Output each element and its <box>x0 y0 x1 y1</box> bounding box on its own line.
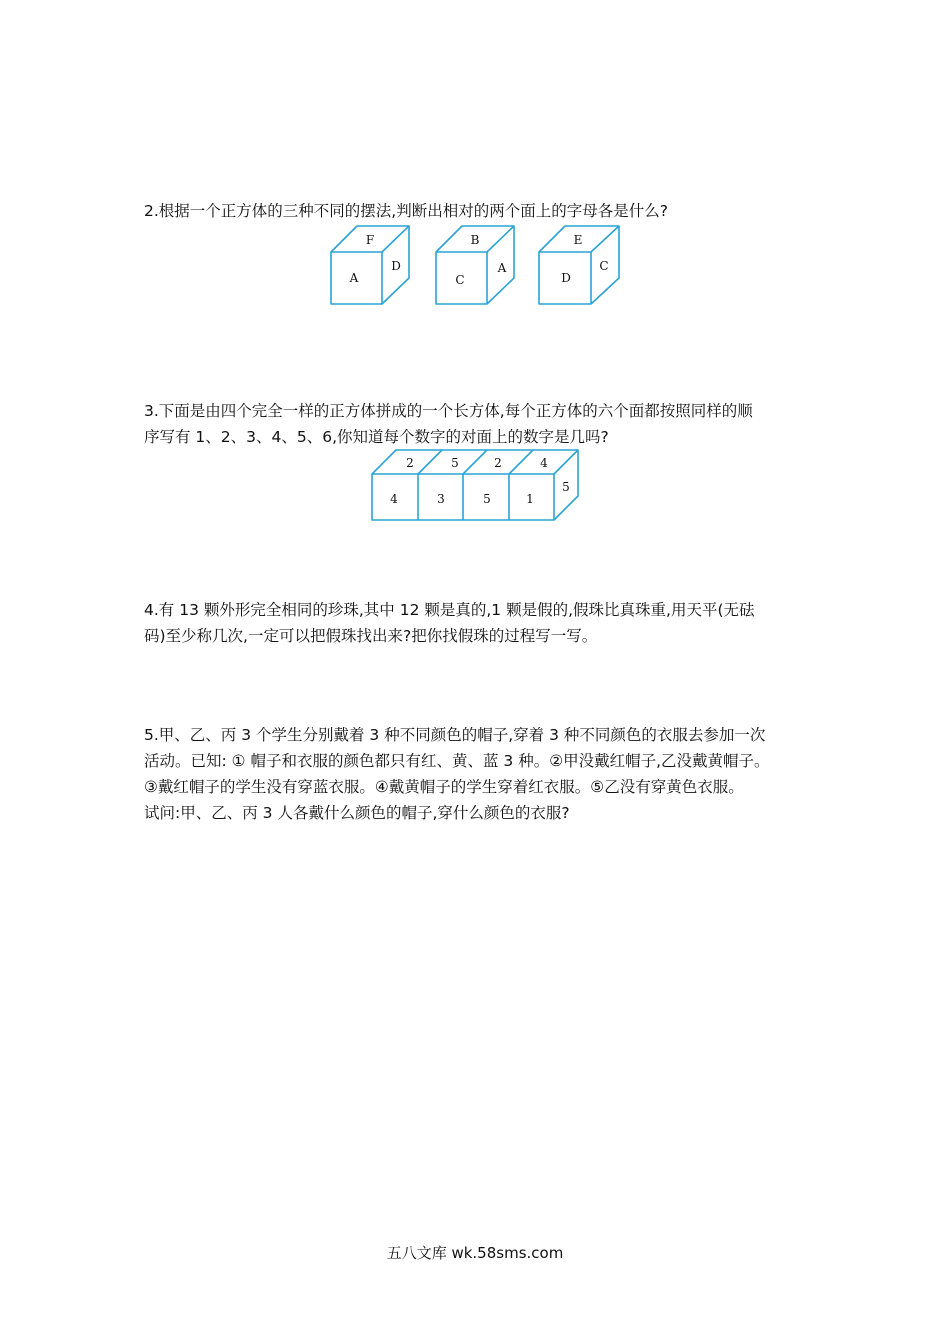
front-label-4: 1 <box>526 492 534 506</box>
front-label-2: 3 <box>437 492 445 506</box>
cube-3-side-label: C <box>599 259 609 273</box>
question-3 <box>144 398 814 450</box>
top-label-1: 2 <box>406 456 414 470</box>
question-2-text: 2.根据一个正方体的三种不同的摆法,判断出相对的两个面上的字母各是什么? <box>144 202 668 220</box>
cube-1-front-label: A <box>349 271 359 285</box>
front-label-3: 5 <box>483 492 491 506</box>
question-3-cuboid-figure <box>366 444 586 530</box>
question-5-text-line-3: ③戴红帽子的学生没有穿蓝衣服。④戴黄帽子的学生穿着红衣服。⑤乙没有穿黄色衣服。 <box>144 778 744 796</box>
top-label-3: 2 <box>494 456 502 470</box>
top-label-2: 5 <box>451 456 459 470</box>
cube-3-top-label: E <box>573 233 583 247</box>
cube-3-front-label: D <box>561 271 571 285</box>
question-3-text-line-1: 3.下面是由四个完全一样的正方体拼成的一个长方体,每个正方体的六个面都按照同样的顺 <box>144 402 753 420</box>
footer-watermark: 五八文库 wk.58sms.com <box>386 1244 564 1262</box>
question-5-text-line-2: 活动。已知: ① 帽子和衣服的颜色都只有红、黄、蓝 3 种。②甲没戴红帽子,乙没戴黄帽子。 <box>144 752 770 770</box>
question-4 <box>144 597 814 649</box>
question-2-cube-figure <box>320 220 630 316</box>
question-4-text-line-1: 4.有 13 颗外形完全相同的珍珠,其中 12 颗是真的,1 颗是假的,假珠比真珠重,用天平(无砝 <box>144 601 755 619</box>
question-5-text-line-4: 试问:甲、乙、丙 3 人各戴什么颜色的帽子,穿什么颜色的衣服? <box>144 804 570 822</box>
front-label-1: 4 <box>390 492 398 506</box>
cube-2-side-label: A <box>497 261 507 275</box>
cube-1-side-label: D <box>391 259 401 273</box>
question-4-text-line-2: 码)至少称几次,一定可以把假珠找出来?把你找假珠的过程写一写。 <box>144 627 598 645</box>
cube-2-front-label: C <box>455 273 465 287</box>
cube-2-top-label: B <box>470 233 480 247</box>
top-label-4: 4 <box>540 456 548 470</box>
cube-1-top-label: F <box>365 233 375 247</box>
question-5-text-line-1: 5.甲、乙、丙 3 个学生分别戴着 3 种不同颜色的帽子,穿着 3 种不同颜色的衣服去参加一次 <box>144 726 766 744</box>
question-3-text-line-2: 序写有 1、2、3、4、5、6,你知道每个数字的对面上的数字是几吗? <box>144 428 609 446</box>
side-label: 5 <box>562 480 570 494</box>
question-5 <box>144 722 814 826</box>
